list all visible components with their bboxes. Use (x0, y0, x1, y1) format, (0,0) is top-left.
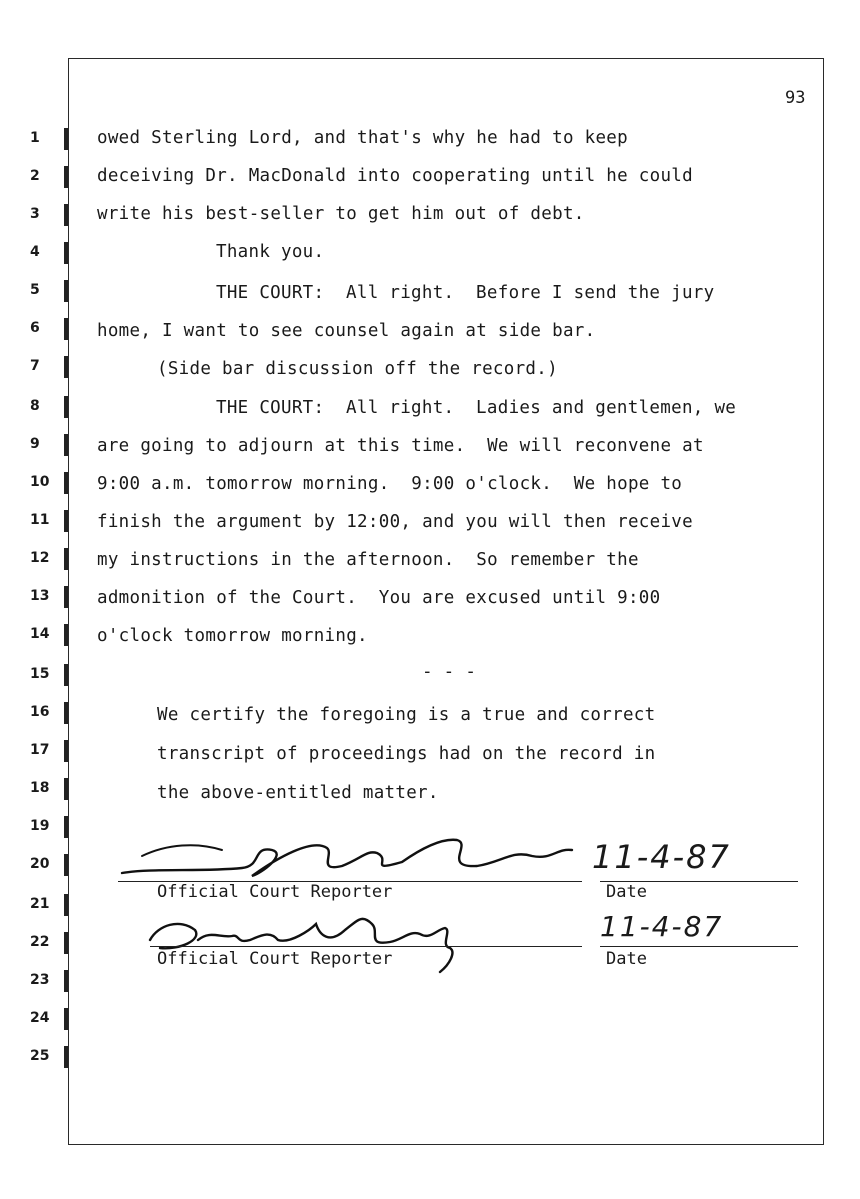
signature-2-text: Darcie W. Davis (140, 900, 150, 901)
line-number: 9 (30, 436, 40, 452)
signature-1-text: Sherill Bartlett (112, 828, 122, 829)
line-number: 14 (30, 626, 50, 642)
margin-tick (64, 472, 68, 494)
transcript-line: my instructions in the afternoon. So remember the (97, 550, 639, 570)
transcript-line: o'clock tomorrow morning. (97, 626, 368, 646)
margin-tick (64, 664, 68, 686)
section-separator: - - - (422, 662, 477, 682)
transcript-line: admonition of the Court. You are excused until 9:00 (97, 588, 661, 608)
margin-tick (64, 1046, 68, 1068)
reporter-label-1: Official Court Reporter (157, 882, 393, 902)
reporter-signature-1 (112, 828, 582, 888)
transcript-line: 9:00 a.m. tomorrow morning. 9:00 o'clock. We hope to (97, 474, 683, 494)
margin-tick (64, 740, 68, 762)
line-number: 8 (30, 398, 40, 414)
transcript-line: owed Sterling Lord, and that's why he had to keep (97, 128, 628, 148)
line-number: 19 (30, 818, 50, 834)
certification-line: transcript of proceedings had on the record in (157, 744, 656, 764)
line-number: 12 (30, 550, 50, 566)
date-line-2 (600, 946, 798, 947)
date-1: 11-4-87 (592, 838, 731, 876)
line-number: 23 (30, 972, 50, 988)
line-number: 10 (30, 474, 50, 490)
transcript-line: (Side bar discussion off the record.) (157, 359, 558, 379)
line-number: 4 (30, 244, 40, 260)
margin-tick (64, 778, 68, 800)
line-number: 18 (30, 780, 50, 796)
transcript-line: home, I want to see counsel again at side bar. (97, 321, 596, 341)
margin-tick (64, 548, 68, 570)
transcript-line: THE COURT: All right. Ladies and gentlemen, we (216, 398, 737, 418)
transcript-line: finish the argument by 12:00, and you will then receive (97, 512, 693, 532)
line-number: 3 (30, 206, 40, 222)
line-number: 7 (30, 358, 40, 374)
margin-tick (64, 816, 68, 838)
line-number: 16 (30, 704, 50, 720)
transcript-line: THE COURT: All right. Before I send the jury (216, 283, 715, 303)
line-number: 13 (30, 588, 50, 604)
transcript-line: deceiving Dr. MacDonald into cooperating until he could (97, 166, 693, 186)
margin-tick (64, 396, 68, 418)
margin-tick (64, 586, 68, 608)
line-number: 17 (30, 742, 50, 758)
margin-tick (64, 128, 68, 150)
margin-tick (64, 702, 68, 724)
margin-tick (64, 894, 68, 916)
line-number: 1 (30, 130, 40, 146)
date-label-2: Date (606, 949, 647, 969)
line-number: 6 (30, 320, 40, 336)
transcript-line: write his best-seller to get him out of debt. (97, 204, 585, 224)
certification-line: the above-entitled matter. (157, 783, 439, 803)
margin-tick (64, 624, 68, 646)
line-number: 15 (30, 666, 50, 682)
line-number: 21 (30, 896, 50, 912)
line-number: 11 (30, 512, 50, 528)
line-number: 5 (30, 282, 40, 298)
margin-tick (64, 204, 68, 226)
line-number: 2 (30, 168, 40, 184)
line-number: 20 (30, 856, 50, 872)
margin-tick (64, 242, 68, 264)
margin-tick (64, 356, 68, 378)
margin-tick (64, 280, 68, 302)
date-label-1: Date (606, 882, 647, 902)
margin-tick (64, 318, 68, 340)
certification-line: We certify the foregoing is a true and correct (157, 705, 656, 725)
signature-line-2 (150, 946, 582, 947)
margin-tick (64, 434, 68, 456)
transcript-line: are going to adjourn at this time. We will reconvene at (97, 436, 704, 456)
line-number: 25 (30, 1048, 50, 1064)
margin-tick (64, 970, 68, 992)
line-number: 22 (30, 934, 50, 950)
margin-tick (64, 1008, 68, 1030)
margin-tick (64, 854, 68, 876)
margin-tick (64, 166, 68, 188)
page-number: 93 (785, 88, 806, 108)
margin-tick (64, 932, 68, 954)
margin-tick (64, 510, 68, 532)
reporter-label-2: Official Court Reporter (157, 949, 393, 969)
transcript-line: Thank you. (216, 242, 325, 262)
line-number: 24 (30, 1010, 50, 1026)
date-2: 11-4-87 (600, 910, 724, 943)
